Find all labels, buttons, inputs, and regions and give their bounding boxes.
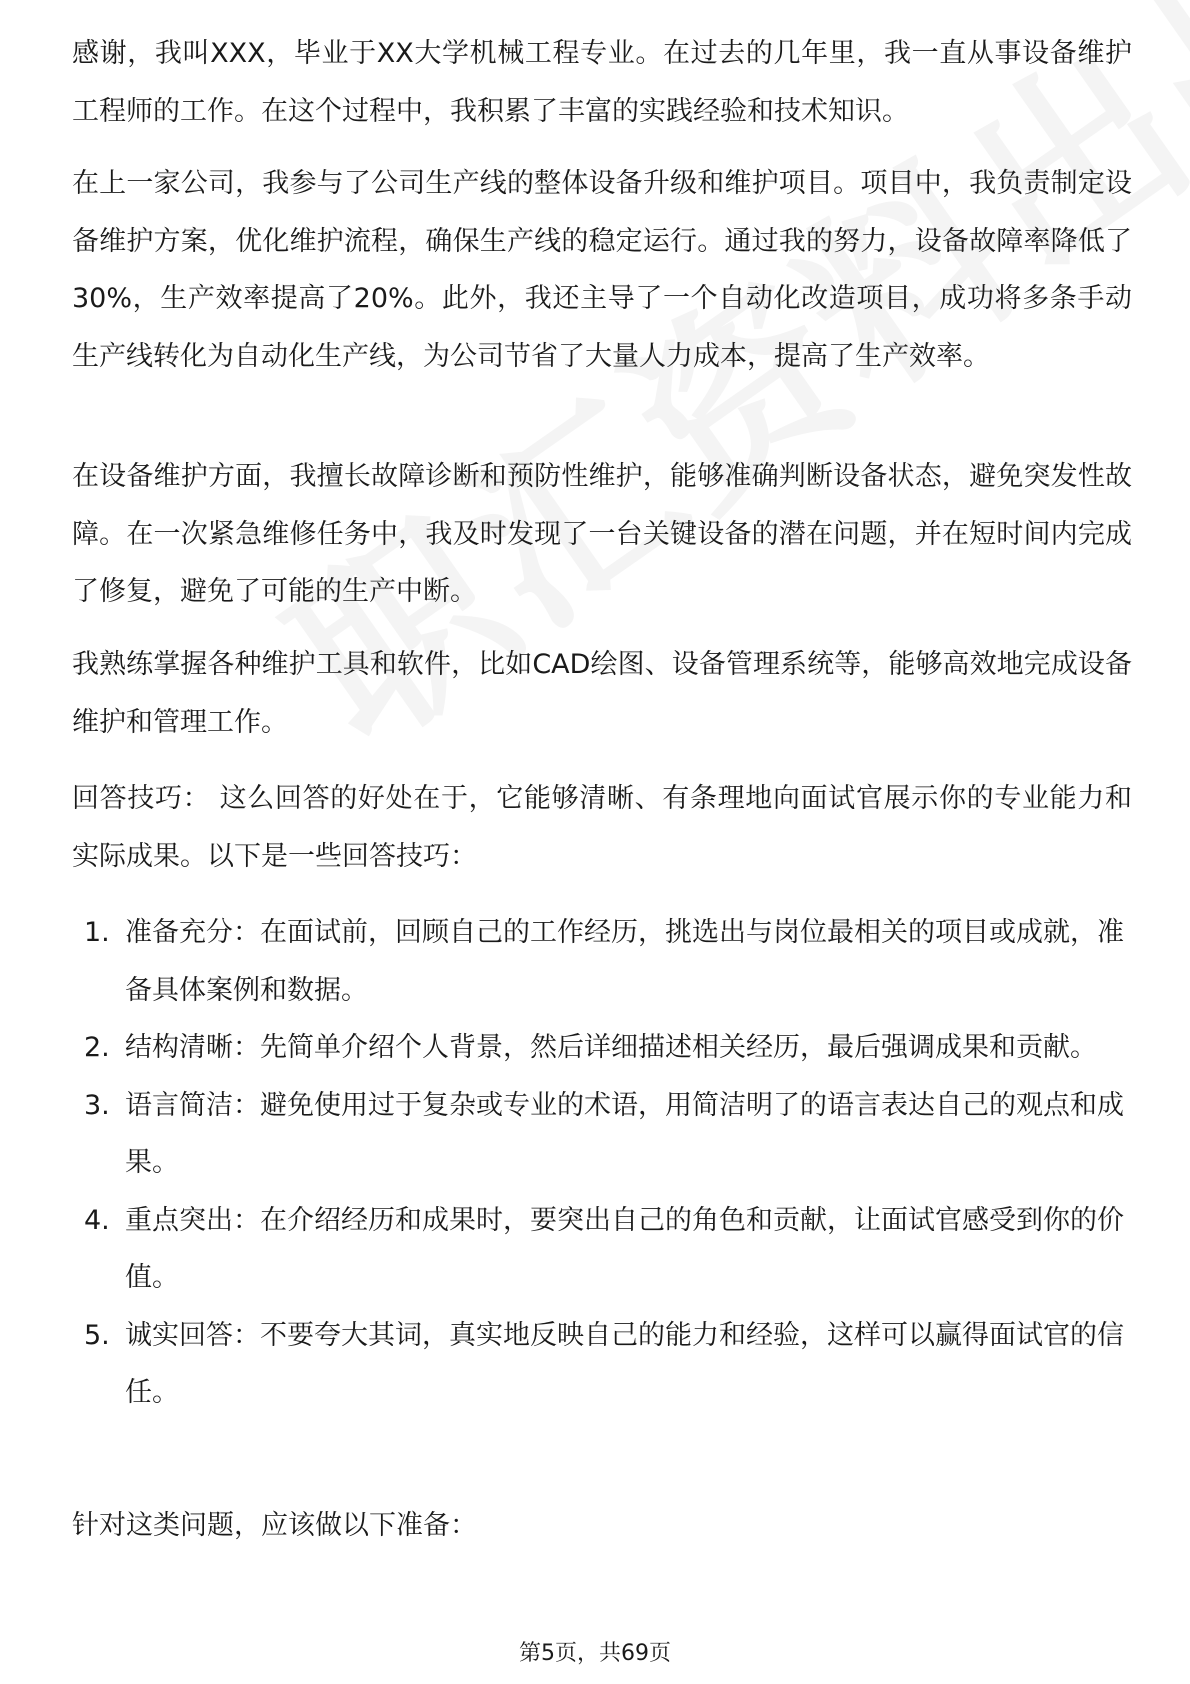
list-item bbox=[72, 1192, 1132, 1307]
paragraph-previous-company: 在上一家公司，我参与了公司生产线的整体设备升级和维护项目。项目中，我负责制定设备维护方案，优化维护流程，确保生产线的稳定运行。通过我的努力，设备故障率降低了30%，生产效率提高了20%。此外，我还主导了一个自动化改造项目，成功将多条手动生产线转化为自动化生产线，为公司节省了大量人力成本，提高了生产效率。 bbox=[72, 168, 1132, 372]
paragraph-answer-tips: 回答技巧： 这么回答的好处在于，它能够清晰、有条理地向面试官展示你的专业能力和实际成果。以下是一些回答技巧： bbox=[72, 783, 1132, 872]
list-number: 3. bbox=[84, 1089, 110, 1121]
tips-list bbox=[72, 904, 1132, 1422]
closing-line: 针对这类问题，应该做以下准备： bbox=[72, 1510, 477, 1541]
list-number: 1. bbox=[84, 917, 110, 948]
list-item bbox=[72, 904, 1132, 1019]
paragraph-maintenance-skills: 在设备维护方面，我擅长故障诊断和预防性维护，能够准确判断设备状态，避免突发性故障。在一次紧急维修任务中，我及时发现了一台关键设备的潜在问题，并在短时间内完成了修复，避免了可能的生产中断。 bbox=[72, 461, 1132, 607]
list-number: 2. bbox=[84, 1032, 110, 1063]
paragraph-intro: 感谢，我叫XXX，毕业于XX大学机械工程专业。在过去的几年里，我一直从事设备维护工程师的工作。在这个过程中，我积累了丰富的实践经验和技术知识。 bbox=[72, 38, 1132, 127]
list-number: 5. bbox=[84, 1319, 110, 1351]
list-item-text: 重点突出：在介绍经历和成果时，要突出自己的角色和贡献，让面试官感受到你的价值。 bbox=[125, 1204, 1124, 1293]
list-item-text: 准备充分：在面试前，回顾自己的工作经历，挑选出与岗位最相关的项目或成就，准备具体案例和数据。 bbox=[125, 917, 1124, 1006]
page-footer: 第5页，共69页 bbox=[519, 1641, 671, 1666]
list-item bbox=[72, 1307, 1132, 1422]
paragraph-tools: 我熟练掌握各种维护工具和软件，比如CAD绘图、设备管理系统等，能够高效地完成设备维护和管理工作。 bbox=[72, 649, 1132, 738]
list-item bbox=[72, 1019, 1132, 1077]
list-item-text: 诚实回答：不要夸大其词，真实地反映自己的能力和经验，这样可以赢得面试官的信任。 bbox=[125, 1319, 1124, 1408]
list-item bbox=[72, 1077, 1132, 1192]
list-number: 4. bbox=[84, 1204, 110, 1236]
list-item-text: 结构清晰：先简单介绍个人背景，然后详细描述相关经历，最后强调成果和贡献。 bbox=[125, 1032, 1097, 1063]
list-item-text: 语言简洁：避免使用过于复杂或专业的术语，用简洁明了的语言表达自己的观点和成果。 bbox=[125, 1089, 1124, 1178]
